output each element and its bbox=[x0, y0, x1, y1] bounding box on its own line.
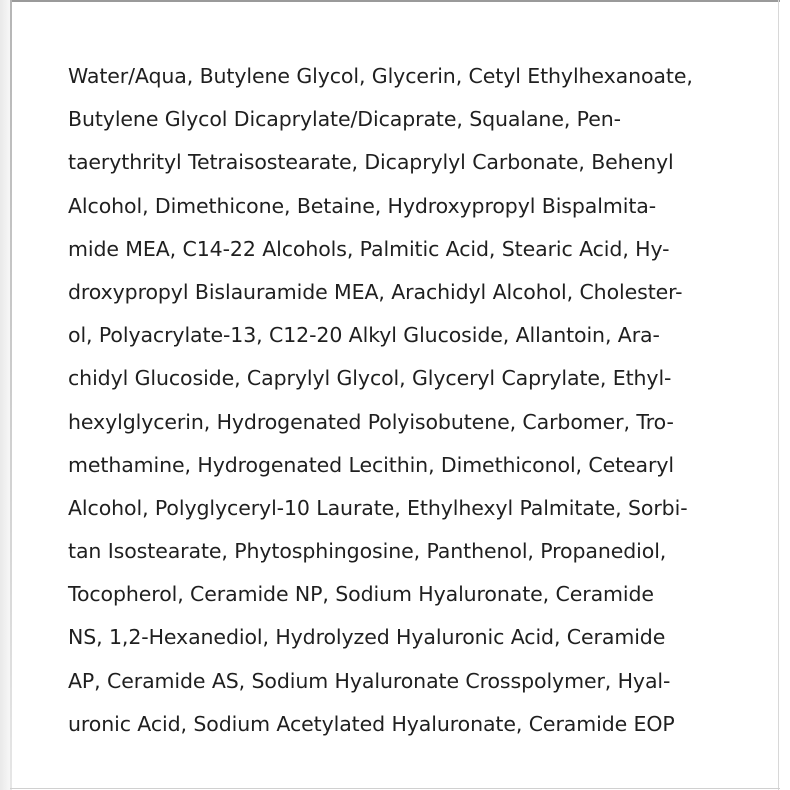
ingredient-line: Alcohol, Polyglyceryl-10 Laurate, Ethylhexyl Palmitate, Sorbi- bbox=[68, 495, 688, 520]
ingredient-line: Water/Aqua, Butylene Glycol, Glycerin, Cetyl Ethylhexanoate, bbox=[68, 64, 693, 88]
ingredient-line: taerythrityl Tetraisostearate, Dicaprylyl Carbonate, Behenyl bbox=[68, 150, 674, 175]
ingredient-line: uronic Acid, Sodium Acetylated Hyaluronate, Ceramide EOP bbox=[68, 711, 675, 736]
ingredient-list bbox=[68, 58, 768, 749]
ingredient-line: Butylene Glycol Dicaprylate/Dicaprate, Squalane, Pen- bbox=[68, 107, 621, 132]
ingredient-line: droxypropyl Bislauramide MEA, Arachidyl Alcohol, Cholester- bbox=[68, 279, 683, 304]
ingredient-line: tan Isostearate, Phytosphingosine, Panthenol, Propanediol, bbox=[68, 539, 667, 564]
ingredient-line: methamine, Hydrogenated Lecithin, Dimethiconol, Cetearyl bbox=[68, 452, 674, 477]
ingredient-line: mide MEA, C14-22 Alcohols, Palmitic Acid, Stearic Acid, Hy- bbox=[68, 236, 670, 261]
panel-right-border bbox=[778, 0, 779, 790]
panel-top-border bbox=[10, 0, 780, 2]
panel-left-border bbox=[10, 0, 12, 790]
ingredient-line: Alcohol, Dimethicone, Betaine, Hydroxypropyl Bispalmita- bbox=[68, 193, 657, 218]
left-edge-shadow bbox=[0, 0, 10, 790]
ingredient-line: Tocopherol, Ceramide NP, Sodium Hyaluronate, Ceramide bbox=[68, 582, 654, 607]
ingredient-line: AP, Ceramide AS, Sodium Hyaluronate Crosspolymer, Hyal- bbox=[68, 668, 671, 693]
ingredient-line: hexylglycerin, Hydrogenated Polyisobutene, Carbomer, Tro- bbox=[68, 409, 674, 434]
panel-bottom-border bbox=[10, 788, 780, 789]
ingredient-line: NS, 1,2-Hexanediol, Hydrolyzed Hyaluronic Acid, Ceramide bbox=[68, 625, 666, 650]
ingredient-line: ol, Polyacrylate-13, C12-20 Alkyl Glucoside, Allantoin, Ara- bbox=[68, 323, 660, 348]
ingredient-line: chidyl Glucoside, Caprylyl Glycol, Glyceryl Caprylate, Ethyl- bbox=[68, 366, 672, 391]
